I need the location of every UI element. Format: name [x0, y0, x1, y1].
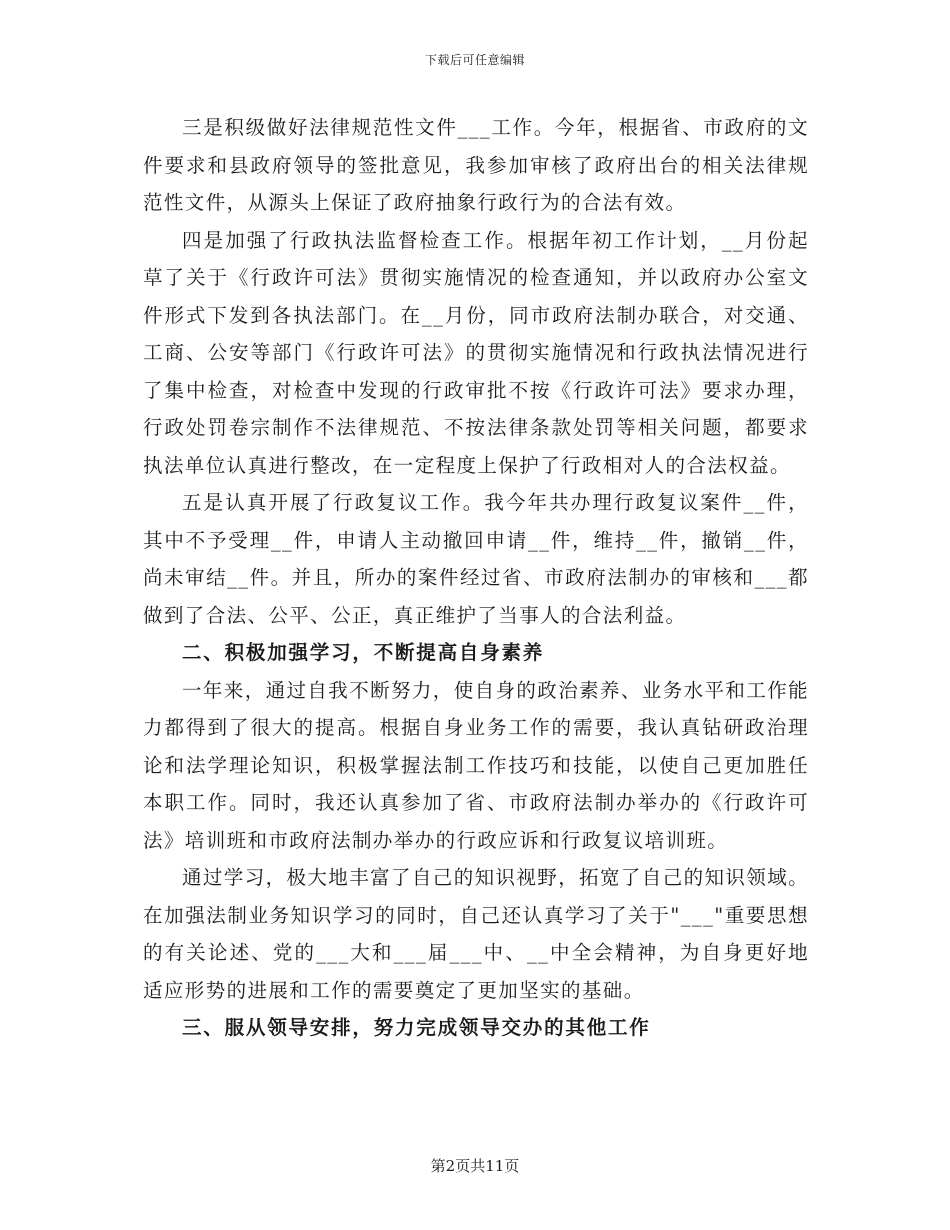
section-heading-study: 二、积极加强学习，不断提高自身素养	[182, 641, 545, 664]
page-number: 第2页共11页	[430, 1157, 520, 1175]
paragraph-enforcement-supervision: 四是加强了行政执法监督检查工作。根据年初工作计划，__月份起草了关于《行政许可法》贯彻实施情况的检查通知，并以政府办公室文件形式下发到各执法部门。在__月份，同市政府法制办联合，对交通、工商、公安等部门《行政许可法》的贯彻实施情况和行政执法情况进行了集中检查，对检查中发现的行政审批不按《行政许可法》要求办理，行政处罚卷宗制作不法律规范、不按法律条款处罚等相关问题，都要求执法单位认真进行整改，在一定程度上保护了行政相对人的合法权益。	[143, 228, 809, 477]
document-body	[143, 109, 809, 1047]
page-header-note: 下载后可任意编辑	[424, 53, 525, 67]
paragraph-self-improvement: 一年来，通过自我不断努力，使自身的政治素养、业务水平和工作能力都得到了很大的提高。根据自身业务工作的需要，我认真钻研政治理论和法学理论知识，积极掌握法制工作技巧和技能，以使自己更加胜任本职工作。同时，我还认真参加了省、市政府法制办举办的《行政许可法》培训班和市政府法制办举办的行政应诉和行政复议培训班。	[143, 678, 810, 852]
paragraph-administrative-review: 五是认真开展了行政复议工作。我今年共办理行政复议案件__件，其中不予受理__件，申请人主动撤回申请__件，维持__件，撤销__件，尚未审结__件。并且，所办的案件经过省、市政府法制办的审核和___都做到了合法、公平、公正，真正维护了当事人的合法利益。	[143, 491, 809, 627]
paragraph-regulatory-documents: 三是积级做好法律规范性文件___工作。今年，根据省、市政府的文件要求和县政府领导的签批意见，我参加审核了政府出台的相关法律规范性文件，从源头上保证了政府抽象行政行为的合法有效。	[143, 116, 809, 214]
paragraph-learning-results: 通过学习，极大地丰富了自己的知识视野，拓宽了自己的知识领域。在加强法制业务知识学习的同时，自己还认真学习了关于"___"重要思想的有关论述、党的___大和___届___中、__中全会精神，为自身更好地适应形势的进展和工作的需要奠定了更加坚实的基础。	[143, 866, 810, 1002]
section-heading-other-work: 三、服从领导安排，努力完成领导交办的其他工作	[182, 1016, 651, 1039]
